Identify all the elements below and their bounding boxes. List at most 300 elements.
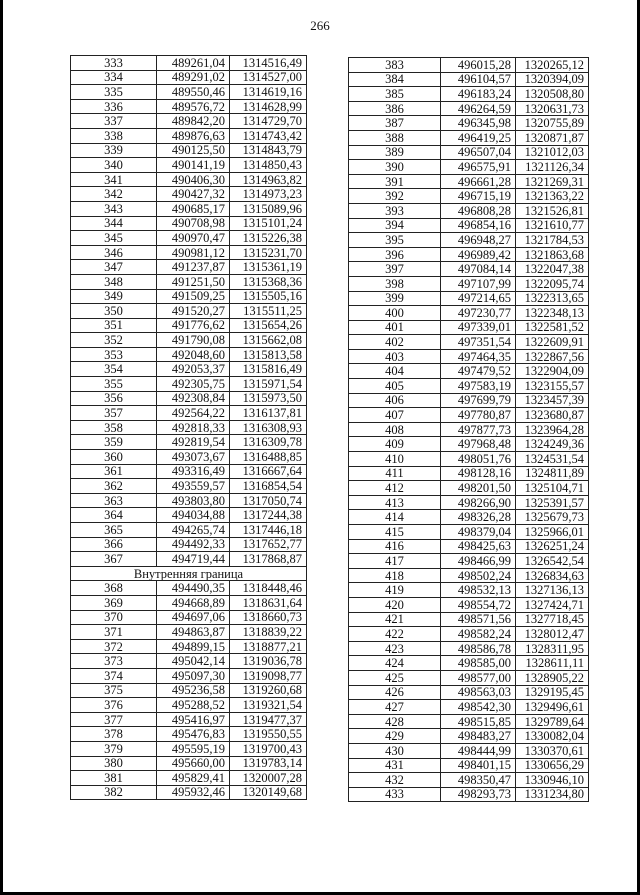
x-coordinate: 493559,57 (157, 479, 230, 494)
table-row (71, 158, 307, 173)
point-number: 420 (349, 597, 441, 612)
x-coordinate: 496989,42 (441, 247, 516, 262)
y-coordinate: 1325391,57 (516, 495, 589, 510)
point-number: 424 (349, 656, 441, 671)
point-number: 412 (349, 481, 441, 496)
y-coordinate: 1314628,99 (230, 99, 307, 114)
table-row (349, 670, 589, 685)
table-row (71, 391, 307, 406)
point-number: 362 (71, 479, 157, 494)
y-coordinate: 1320007,28 (230, 771, 307, 786)
x-coordinate: 498502,24 (441, 568, 516, 583)
y-coordinate: 1327718,45 (516, 612, 589, 627)
table-row (71, 406, 307, 421)
y-coordinate: 1324531,54 (516, 452, 589, 467)
y-coordinate: 1330082,04 (516, 729, 589, 744)
point-number: 432 (349, 773, 441, 788)
point-number: 360 (71, 450, 157, 465)
point-number: 425 (349, 670, 441, 685)
y-coordinate: 1317244,38 (230, 508, 307, 523)
point-number: 394 (349, 218, 441, 233)
x-coordinate: 494492,33 (157, 537, 230, 552)
table-row (71, 85, 307, 100)
x-coordinate: 495042,14 (157, 654, 230, 669)
table-row (349, 408, 589, 423)
y-coordinate: 1326542,54 (516, 554, 589, 569)
y-coordinate: 1327136,13 (516, 583, 589, 598)
table-row (349, 306, 589, 321)
x-coordinate: 497084,14 (441, 262, 516, 277)
x-coordinate: 496264,59 (441, 101, 516, 116)
y-coordinate: 1314743,42 (230, 128, 307, 143)
table-row (349, 379, 589, 394)
table-row (71, 493, 307, 508)
y-coordinate: 1320755,89 (516, 116, 589, 131)
x-coordinate: 497699,79 (441, 393, 516, 408)
x-coordinate: 498350,47 (441, 773, 516, 788)
table-row (71, 377, 307, 392)
x-coordinate: 498515,85 (441, 714, 516, 729)
point-number: 404 (349, 364, 441, 379)
table-row (349, 87, 589, 102)
x-coordinate: 496808,28 (441, 203, 516, 218)
point-number: 396 (349, 247, 441, 262)
x-coordinate: 491776,62 (157, 318, 230, 333)
x-coordinate: 498401,15 (441, 758, 516, 773)
point-number: 431 (349, 758, 441, 773)
x-coordinate: 494719,44 (157, 552, 230, 567)
point-number: 339 (71, 143, 157, 158)
point-number: 375 (71, 683, 157, 698)
y-coordinate: 1319477,37 (230, 712, 307, 727)
table-row (349, 627, 589, 642)
x-coordinate: 489550,46 (157, 85, 230, 100)
y-coordinate: 1319036,78 (230, 654, 307, 669)
y-coordinate: 1316488,85 (230, 450, 307, 465)
point-number: 369 (71, 595, 157, 610)
x-coordinate: 497214,65 (441, 291, 516, 306)
x-coordinate: 489261,04 (157, 56, 230, 71)
table-row (71, 771, 307, 786)
x-coordinate: 495097,30 (157, 668, 230, 683)
y-coordinate: 1314973,23 (230, 187, 307, 202)
table-row (349, 583, 589, 598)
point-number: 382 (71, 785, 157, 800)
point-number: 414 (349, 510, 441, 525)
table-row (71, 304, 307, 319)
y-coordinate: 1315368,36 (230, 274, 307, 289)
point-number: 401 (349, 320, 441, 335)
y-coordinate: 1315089,96 (230, 201, 307, 216)
x-coordinate: 496948,27 (441, 233, 516, 248)
point-number: 380 (71, 756, 157, 771)
y-coordinate: 1329496,61 (516, 700, 589, 715)
x-coordinate: 497968,48 (441, 437, 516, 452)
table-row (71, 260, 307, 275)
point-number: 388 (349, 130, 441, 145)
table-row (349, 218, 589, 233)
x-coordinate: 496715,19 (441, 189, 516, 204)
x-coordinate: 494265,74 (157, 523, 230, 538)
table-row (349, 101, 589, 116)
point-number: 410 (349, 452, 441, 467)
point-number: 385 (349, 87, 441, 102)
point-number: 418 (349, 568, 441, 583)
point-number: 399 (349, 291, 441, 306)
point-number: 378 (71, 727, 157, 742)
y-coordinate: 1318448,46 (230, 581, 307, 596)
section-label: Внутренняя граница (71, 566, 307, 581)
table-row (71, 712, 307, 727)
table-row (71, 581, 307, 596)
x-coordinate: 490141,19 (157, 158, 230, 173)
table-row (349, 714, 589, 729)
point-number: 355 (71, 377, 157, 392)
x-coordinate: 492564,22 (157, 406, 230, 421)
y-coordinate: 1317652,77 (230, 537, 307, 552)
point-number: 403 (349, 349, 441, 364)
point-number: 372 (71, 639, 157, 654)
table-row (349, 568, 589, 583)
y-coordinate: 1318839,22 (230, 625, 307, 640)
y-coordinate: 1322581,52 (516, 320, 589, 335)
point-number: 419 (349, 583, 441, 598)
y-coordinate: 1321863,68 (516, 247, 589, 262)
point-number: 337 (71, 114, 157, 129)
point-number: 376 (71, 698, 157, 713)
point-number: 422 (349, 627, 441, 642)
y-coordinate: 1315973,50 (230, 391, 307, 406)
table-row (349, 174, 589, 189)
y-coordinate: 1314850,43 (230, 158, 307, 173)
point-number: 333 (71, 56, 157, 71)
table-row (71, 70, 307, 85)
x-coordinate: 495660,00 (157, 756, 230, 771)
y-coordinate: 1331234,80 (516, 787, 589, 802)
table-row (71, 654, 307, 669)
x-coordinate: 491237,87 (157, 260, 230, 275)
point-number: 367 (71, 552, 157, 567)
point-number: 348 (71, 274, 157, 289)
x-coordinate: 497877,73 (441, 422, 516, 437)
x-coordinate: 498425,63 (441, 539, 516, 554)
y-coordinate: 1315511,25 (230, 304, 307, 319)
point-number: 351 (71, 318, 157, 333)
x-coordinate: 498554,72 (441, 597, 516, 612)
y-coordinate: 1326251,24 (516, 539, 589, 554)
y-coordinate: 1328012,47 (516, 627, 589, 642)
x-coordinate: 496575,91 (441, 160, 516, 175)
table-row (349, 641, 589, 656)
y-coordinate: 1323457,39 (516, 393, 589, 408)
table-row (349, 160, 589, 175)
y-coordinate: 1321610,77 (516, 218, 589, 233)
point-number: 370 (71, 610, 157, 625)
y-coordinate: 1316137,81 (230, 406, 307, 421)
x-coordinate: 496104,57 (441, 72, 516, 87)
point-number: 389 (349, 145, 441, 160)
table-row (349, 539, 589, 554)
x-coordinate: 490406,30 (157, 172, 230, 187)
x-coordinate: 494490,35 (157, 581, 230, 596)
y-coordinate: 1325104,71 (516, 481, 589, 496)
x-coordinate: 497479,52 (441, 364, 516, 379)
table-row (349, 656, 589, 671)
y-coordinate: 1314843,79 (230, 143, 307, 158)
point-number: 407 (349, 408, 441, 423)
table-row (71, 537, 307, 552)
y-coordinate: 1329195,45 (516, 685, 589, 700)
point-number: 416 (349, 539, 441, 554)
coordinates-table-left (70, 55, 307, 800)
y-coordinate: 1317446,18 (230, 523, 307, 538)
x-coordinate: 492305,75 (157, 377, 230, 392)
x-coordinate: 496183,24 (441, 87, 516, 102)
y-coordinate: 1329789,64 (516, 714, 589, 729)
y-coordinate: 1328905,22 (516, 670, 589, 685)
table-row (71, 56, 307, 71)
y-coordinate: 1321526,81 (516, 203, 589, 218)
x-coordinate: 491251,50 (157, 274, 230, 289)
table-row (349, 364, 589, 379)
point-number: 423 (349, 641, 441, 656)
x-coordinate: 492048,60 (157, 347, 230, 362)
x-coordinate: 496507,04 (441, 145, 516, 160)
y-coordinate: 1330946,10 (516, 773, 589, 788)
point-number: 364 (71, 508, 157, 523)
x-coordinate: 498577,00 (441, 670, 516, 685)
table-row (349, 700, 589, 715)
x-coordinate: 490685,17 (157, 201, 230, 216)
y-coordinate: 1315816,49 (230, 362, 307, 377)
x-coordinate: 498051,76 (441, 452, 516, 467)
table-row (71, 698, 307, 713)
table-row (349, 116, 589, 131)
x-coordinate: 498483,27 (441, 729, 516, 744)
x-coordinate: 497351,54 (441, 335, 516, 350)
point-number: 363 (71, 493, 157, 508)
point-number: 368 (71, 581, 157, 596)
scan-edge-left (0, 0, 3, 895)
y-coordinate: 1319098,77 (230, 668, 307, 683)
table-row (349, 393, 589, 408)
table-row (71, 143, 307, 158)
table-row (71, 99, 307, 114)
x-coordinate: 494034,88 (157, 508, 230, 523)
y-coordinate: 1315505,16 (230, 289, 307, 304)
point-number: 357 (71, 406, 157, 421)
x-coordinate: 495829,41 (157, 771, 230, 786)
y-coordinate: 1320871,87 (516, 130, 589, 145)
x-coordinate: 496661,28 (441, 174, 516, 189)
table-row (349, 743, 589, 758)
y-coordinate: 1320394,09 (516, 72, 589, 87)
y-coordinate: 1322867,56 (516, 349, 589, 364)
point-number: 374 (71, 668, 157, 683)
x-coordinate: 497780,87 (441, 408, 516, 423)
x-coordinate: 490125,50 (157, 143, 230, 158)
point-number: 405 (349, 379, 441, 394)
y-coordinate: 1330370,61 (516, 743, 589, 758)
point-number: 340 (71, 158, 157, 173)
x-coordinate: 496345,98 (441, 116, 516, 131)
x-coordinate: 498585,00 (441, 656, 516, 671)
table-row (71, 552, 307, 567)
y-coordinate: 1318660,73 (230, 610, 307, 625)
point-number: 400 (349, 306, 441, 321)
table-row (349, 510, 589, 525)
y-coordinate: 1314729,70 (230, 114, 307, 129)
table-row (71, 347, 307, 362)
x-coordinate: 498326,28 (441, 510, 516, 525)
table-row (71, 333, 307, 348)
table-row (71, 523, 307, 538)
y-coordinate: 1316308,93 (230, 420, 307, 435)
y-coordinate: 1320149,68 (230, 785, 307, 800)
table-row (349, 452, 589, 467)
point-number: 366 (71, 537, 157, 552)
table-row (71, 668, 307, 683)
point-number: 415 (349, 525, 441, 540)
y-coordinate: 1319783,14 (230, 756, 307, 771)
x-coordinate: 498379,04 (441, 525, 516, 540)
table-row (349, 422, 589, 437)
x-coordinate: 497464,35 (441, 349, 516, 364)
x-coordinate: 498466,99 (441, 554, 516, 569)
table-row (349, 597, 589, 612)
point-number: 344 (71, 216, 157, 231)
y-coordinate: 1320508,80 (516, 87, 589, 102)
table-row (349, 145, 589, 160)
x-coordinate: 496854,16 (441, 218, 516, 233)
point-number: 417 (349, 554, 441, 569)
page-number: 266 (310, 18, 330, 33)
coordinates-table-right (348, 57, 589, 802)
y-coordinate: 1322095,74 (516, 276, 589, 291)
x-coordinate: 496419,25 (441, 130, 516, 145)
y-coordinate: 1319321,54 (230, 698, 307, 713)
table-row (349, 758, 589, 773)
y-coordinate: 1322904,09 (516, 364, 589, 379)
x-coordinate: 492818,33 (157, 420, 230, 435)
point-number: 427 (349, 700, 441, 715)
point-number: 433 (349, 787, 441, 802)
y-coordinate: 1325679,73 (516, 510, 589, 525)
y-coordinate: 1315662,08 (230, 333, 307, 348)
x-coordinate: 495932,46 (157, 785, 230, 800)
x-coordinate: 491790,08 (157, 333, 230, 348)
table-row (349, 685, 589, 700)
point-number: 346 (71, 245, 157, 260)
y-coordinate: 1316854,54 (230, 479, 307, 494)
y-coordinate: 1327424,71 (516, 597, 589, 612)
x-coordinate: 498444,99 (441, 743, 516, 758)
table-row (349, 612, 589, 627)
x-coordinate: 495595,19 (157, 741, 230, 756)
point-number: 336 (71, 99, 157, 114)
table-row (349, 130, 589, 145)
y-coordinate: 1330656,29 (516, 758, 589, 773)
x-coordinate: 498563,03 (441, 685, 516, 700)
y-coordinate: 1320631,73 (516, 101, 589, 116)
table-row (71, 362, 307, 377)
x-coordinate: 492308,84 (157, 391, 230, 406)
x-coordinate: 498532,13 (441, 583, 516, 598)
y-coordinate: 1321363,22 (516, 189, 589, 204)
point-number: 358 (71, 420, 157, 435)
table-row (71, 639, 307, 654)
table-row (349, 437, 589, 452)
point-number: 398 (349, 276, 441, 291)
point-number: 349 (71, 289, 157, 304)
x-coordinate: 493803,80 (157, 493, 230, 508)
table-row (71, 610, 307, 625)
table-row (71, 741, 307, 756)
table-row (71, 450, 307, 465)
point-number: 397 (349, 262, 441, 277)
y-coordinate: 1317050,74 (230, 493, 307, 508)
point-number: 428 (349, 714, 441, 729)
table-row (349, 320, 589, 335)
y-coordinate: 1323680,87 (516, 408, 589, 423)
point-number: 343 (71, 201, 157, 216)
table-row (71, 245, 307, 260)
point-number: 402 (349, 335, 441, 350)
table-row (349, 481, 589, 496)
table-row (71, 464, 307, 479)
x-coordinate: 489291,02 (157, 70, 230, 85)
point-number: 383 (349, 58, 441, 73)
table-row (349, 291, 589, 306)
x-coordinate: 493073,67 (157, 450, 230, 465)
table-row (349, 349, 589, 364)
y-coordinate: 1314527,00 (230, 70, 307, 85)
table-row (71, 172, 307, 187)
table-row (71, 216, 307, 231)
point-number: 392 (349, 189, 441, 204)
x-coordinate: 491509,25 (157, 289, 230, 304)
y-coordinate: 1318877,21 (230, 639, 307, 654)
y-coordinate: 1320265,12 (516, 58, 589, 73)
point-number: 352 (71, 333, 157, 348)
point-number: 335 (71, 85, 157, 100)
x-coordinate: 489576,72 (157, 99, 230, 114)
y-coordinate: 1315226,38 (230, 231, 307, 246)
point-number: 430 (349, 743, 441, 758)
table-row (71, 231, 307, 246)
y-coordinate: 1321269,31 (516, 174, 589, 189)
y-coordinate: 1321012,03 (516, 145, 589, 160)
y-coordinate: 1324811,89 (516, 466, 589, 481)
x-coordinate: 497339,01 (441, 320, 516, 335)
table-row (349, 203, 589, 218)
table-row (349, 787, 589, 802)
x-coordinate: 498266,90 (441, 495, 516, 510)
point-number: 429 (349, 729, 441, 744)
x-coordinate: 495288,52 (157, 698, 230, 713)
y-coordinate: 1315231,70 (230, 245, 307, 260)
y-coordinate: 1321784,53 (516, 233, 589, 248)
table-row (71, 274, 307, 289)
point-number: 387 (349, 116, 441, 131)
point-number: 393 (349, 203, 441, 218)
point-number: 347 (71, 260, 157, 275)
x-coordinate: 492053,37 (157, 362, 230, 377)
x-coordinate: 493316,49 (157, 464, 230, 479)
y-coordinate: 1328611,11 (516, 656, 589, 671)
y-coordinate: 1315654,26 (230, 318, 307, 333)
y-coordinate: 1323155,57 (516, 379, 589, 394)
